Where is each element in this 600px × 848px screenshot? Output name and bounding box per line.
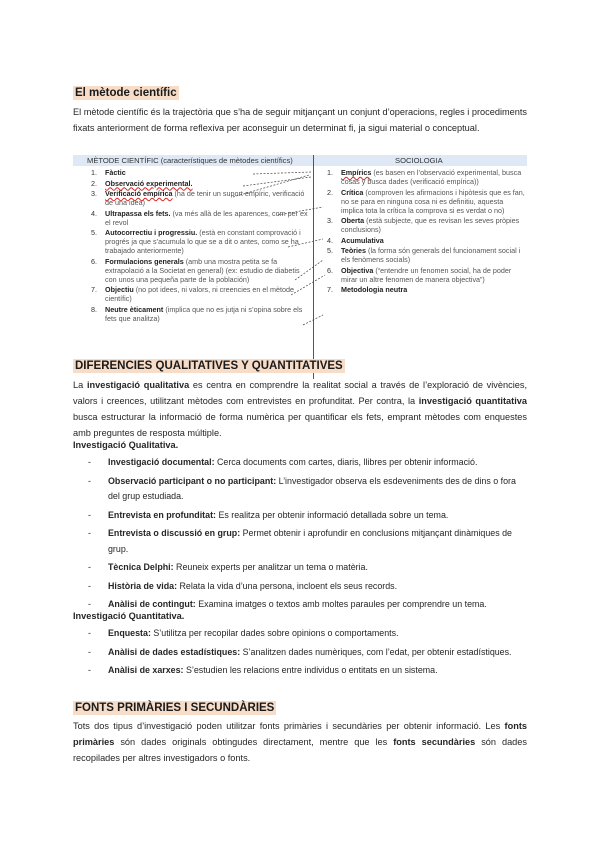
section-heading-metode: El mètode científic: [75, 87, 177, 99]
section-heading-fonts: FONTS PRIMÀRIES I SECUNDÀRIES: [75, 702, 275, 714]
quantitativa-subheading: Investigació Quantitativa.: [73, 611, 185, 621]
arrow-line: [243, 177, 311, 186]
list-item: 3. Oberta (està subjecte, que es revisan les seves pròpies conclusions): [327, 216, 520, 234]
arrow-line: [278, 207, 323, 215]
comparison-table: [73, 155, 527, 379]
metode-paragraph: El mètode científic és la trajectòria que s’ha de seguir mitjançant un conjunt d’operacions, regles i procediments fixats anteriorment de forma reflexiva per aconseguir un determinat fi, ja sigui material o conceptual.: [73, 107, 528, 133]
qualitativa-subheading: Investigació Qualitativa.: [73, 440, 179, 450]
list-item: - Història de vida: Relata la vida d’una persona, incloent els seus records.: [88, 579, 528, 595]
list-item: 4. Ultrapassa els fets. (va més allà de les aparences, com per ex el revol: [91, 208, 308, 227]
list-item: 5. Teòries (la forma són generals del funcionament social i els fenòmens socials): [327, 246, 521, 264]
diferencies-paragraph: La investigació qualitativa es centra en comprendre la realitat social a través de l’exploració de vivències, valors i creences, utilitzant mètodes com entrevistes en profunditat. Per contra, la investigació quantitativa busca estructurar la informació de forma numèrica per quantificar els fets, emprant mètodes com enquestes amb preguntes de resposta múltiple.: [73, 380, 527, 438]
list-item: 6. Formulacions generals (amb una mostra petita se fa extrapolació a la Societat en general) (ex: estudio de diabetis con unos una pequeña parte de la población): [91, 256, 300, 284]
list-item: - Observació participant o no participant: L’investigador observa els esdeveniments des de dins o fora del grup estudiada.: [88, 474, 528, 505]
arrow-line: [291, 275, 325, 295]
qualitativa-list: [88, 455, 528, 616]
list-item: 2. Crítica (comproven les afirmacions i hipòtesis que es fan, no se para en ninguna cosa ni es definitiu, aquesta implica tota la crítica la comprova si es verdat o no): [327, 187, 525, 215]
list-item: 7. Objectiu (no pot idees, ni valors, ni creencies en el mètode científic): [91, 285, 294, 303]
list-item: 5. Autocorrectiu i progressiu. (està en constant comprovació i progrés ja que s’acumula lo que se a dit o antes, como se ha trabajado anteriormente): [91, 228, 301, 255]
arrow-line: [253, 172, 311, 174]
list-item: - Entrevista o discussió en grup: Permet obtenir i aprofundir en conclusions mitjançant dinàmiques de grup.: [88, 526, 528, 557]
arrow-line: [288, 239, 323, 247]
list-item: 1. Fàctic: [91, 168, 126, 177]
list-item: - Enquesta: S’utilitza per recopilar dades sobre opinions o comportaments.: [88, 626, 528, 642]
right-column-header: SOCIOLOGIA: [395, 156, 443, 165]
fonts-paragraph: Tots dos tipus d’investigació poden utilitzar fonts primàries i secundàries per obtenir informació. Les fonts primàries són dades originals obtingudes directament, mentre que les fonts secundàries són dades recopilades per altres investigadors o fonts.: [73, 721, 527, 763]
list-item: 4. Acumulativa: [327, 235, 384, 245]
arrow-line: [303, 315, 323, 325]
section-heading-diferencies: DIFERENCIES QUALITATIVES Y QUANTITATIVES: [75, 360, 343, 372]
list-item: - Entrevista en profunditat: Es realitza per obtenir informació detallada sobre un tema.: [88, 508, 528, 524]
list-item: 6. Objectiva (“entendre un fenomen social, ha de poder mirar un altre fenomen de manera objectiva”): [327, 265, 512, 284]
list-item: 1. Empírics (es basen en l’observació experimental, busca cosas y busca dades (verificació empírica)): [327, 168, 522, 186]
list-item: - Anàlisi de contingut: Examina imatges o textos amb moltes paraules per comprendre un tema.: [88, 597, 528, 613]
list-item: - Anàlisi de xarxes: S’estudien les relacions entre individus o entitats en un sistema.: [88, 663, 528, 679]
list-item: 3. Verificació empírica (ha de tenir un suport empíric, verificació de una idea): [91, 189, 305, 207]
list-item: 7. Metodologia neutra: [327, 285, 408, 294]
left-column-header: MÈTODE CIENTÍFIC (característiques de mètodes científics): [87, 156, 293, 165]
arrow-line: [295, 260, 323, 280]
connector-arrows: [73, 155, 527, 379]
list-item: 8. Neutre èticament (implica que no es jutja ni s’opina sobre els fets que analitza): [91, 304, 303, 323]
list-item: - Investigació documental: Cerca documents com cartes, diaris, llibres per obtenir informació.: [88, 455, 528, 471]
list-item: 2. Observació experimental.: [91, 178, 193, 188]
list-item: - Tècnica Delphi: Reuneix experts per analitzar un tema o matèria.: [88, 560, 528, 576]
quantitativa-list: [88, 626, 528, 682]
list-item: - Anàlisi de dades estadístiques: S’analitzen dades numèriques, com l’edat, per obtenir estadístiques.: [88, 645, 528, 661]
